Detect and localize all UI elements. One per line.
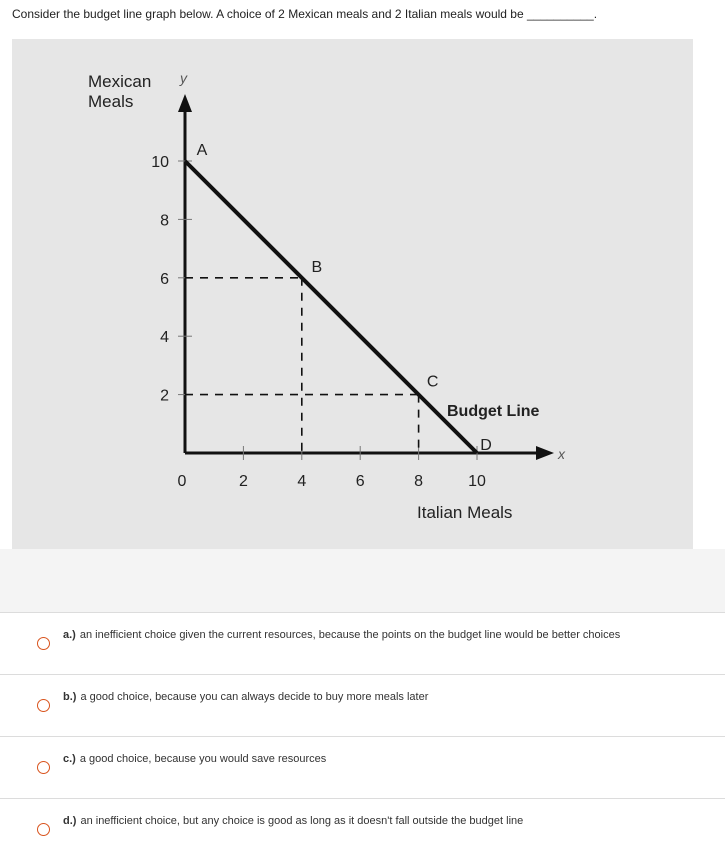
answer-options [0, 612, 725, 860]
chart-svg [12, 39, 693, 549]
option-c[interactable] [0, 736, 725, 798]
option-c-text: c.) a good choice, because you would save resources [63, 753, 327, 765]
option-b[interactable] [0, 674, 725, 736]
option-a-text: a.) an inefficient choice given the current resources, because the points on the budget line would be better choices [63, 629, 621, 641]
x-tick-label-2: 2 [238, 473, 248, 490]
point-label-c: C [426, 373, 439, 391]
question-text: Consider the budget line graph below. A choice of 2 Mexican meals and 2 Italian meals would be __________. [12, 7, 598, 21]
y-tick-label-10: 10 [151, 154, 169, 171]
budget-line-label: Budget Line [447, 403, 540, 420]
series-line-0 [185, 161, 477, 453]
point-label-b: B [311, 258, 323, 276]
x-tick-label-8: 8 [414, 473, 424, 490]
radio-a[interactable] [37, 637, 50, 650]
y-axis-label: Mexican [88, 72, 152, 91]
radio-b[interactable] [37, 699, 50, 712]
x-axis-arrow [536, 446, 554, 460]
y-tick-label-6: 6 [160, 270, 169, 288]
y-tick-label-8: 8 [160, 212, 169, 230]
radio-c[interactable] [37, 761, 50, 774]
option-d[interactable] [0, 798, 725, 860]
y-axis-arrow [178, 94, 192, 112]
budget-line-chart [12, 39, 693, 549]
option-b-text: b.) a good choice, because you can always decide to buy more meals later [63, 691, 429, 703]
x-tick-label-10: 10 [468, 473, 486, 490]
y-tick-label-2: 2 [160, 387, 169, 405]
x-axis-letter: x [558, 446, 565, 462]
y-tick-label-4: 4 [160, 329, 169, 347]
x-tick-label-6: 6 [355, 473, 365, 490]
x-tick-label-4: 4 [297, 473, 307, 490]
point-label-d: D [480, 437, 492, 454]
point-label-a: A [196, 142, 208, 159]
radio-d[interactable] [37, 823, 50, 836]
option-a[interactable] [0, 612, 725, 674]
x-axis-label: Italian Meals [417, 503, 513, 522]
x-tick-label-0: 0 [177, 473, 187, 490]
y-axis-label-line2: Meals [88, 92, 134, 111]
spacer [0, 549, 725, 612]
option-d-text: d.) an inefficient choice, but any choice is good as long as it doesn't fall outside the budget line [63, 815, 524, 827]
y-axis-letter: y [180, 70, 187, 86]
